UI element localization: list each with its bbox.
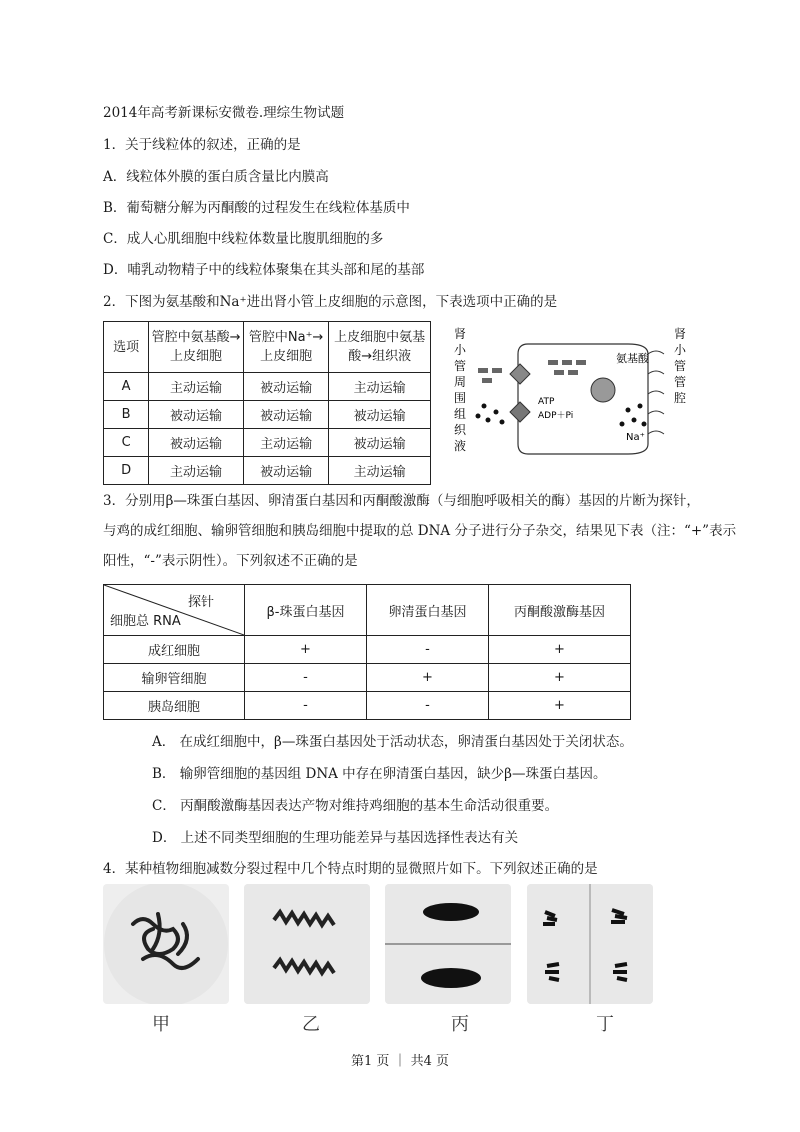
- vertical-label-char: 织: [454, 423, 467, 437]
- cell-microvilli: [648, 351, 664, 434]
- table-cell: +: [488, 636, 630, 664]
- adp-label: ADP＋Pi: [538, 411, 574, 421]
- table-cell: 成红细胞: [104, 636, 245, 664]
- table-cell: +: [488, 664, 630, 692]
- table-cell: B: [104, 401, 149, 429]
- table-cell: 被动运输: [329, 429, 431, 457]
- table-cell: D: [104, 457, 149, 485]
- table-cell: +: [366, 664, 488, 692]
- na-channel: [591, 378, 615, 402]
- table-cell: 主动运输: [329, 373, 431, 401]
- q3-option-d: D． 上述不同类型细胞的生理功能差异与基因选择性表达有关: [152, 830, 519, 846]
- table-cell: 被动运输: [329, 401, 431, 429]
- q2-header-na-in: 管腔中Na⁺→上皮细胞: [243, 322, 329, 373]
- table-cell: 胰岛细胞: [104, 692, 245, 720]
- table-row: [104, 636, 631, 664]
- q3-probe-header: 卵清蛋白基因: [366, 585, 488, 636]
- table-cell: +: [245, 636, 367, 664]
- micrograph-jia: [103, 884, 229, 1004]
- micrograph-row: [103, 884, 653, 1004]
- page-title: 2014年高考新课标安微卷.理综生物试题: [103, 105, 345, 121]
- vertical-label-char: 肾: [454, 327, 467, 341]
- table-cell: 被动运输: [243, 457, 329, 485]
- amino-acid-markers: [478, 360, 586, 383]
- vertical-label-char: 液: [454, 439, 467, 453]
- q2-header-amino-out: 上皮细胞中氨基酸→组织液: [329, 322, 431, 373]
- q3-option-c: C． 丙酮酸激酶基因表达产物对维持鸡细胞的基本生命活动很重要。: [152, 798, 559, 814]
- q3-option-b: B． 输卵管细胞的基因组 DNA 中存在卵清蛋白基因，缺少β—珠蛋白基因。: [152, 766, 607, 782]
- vertical-label-char: 管: [674, 375, 687, 389]
- right-vertical-label: [674, 326, 687, 405]
- table-row: [104, 429, 431, 457]
- table-cell: 被动运输: [243, 401, 329, 429]
- table-cell: 主动运输: [329, 457, 431, 485]
- q3-probe-header: β-珠蛋白基因: [245, 585, 367, 636]
- kidney-cell-diagram: [448, 324, 698, 464]
- micrograph-ding: [527, 884, 653, 1004]
- q3-stem-line2: 与鸡的成红细胞、输卵管细胞和胰岛细胞中提取的总 DNA 分子进行分子杂交，结果见下表（注：“+”表示: [103, 523, 737, 539]
- left-vertical-label-chars: [454, 326, 467, 453]
- micrograph-bing: [385, 884, 511, 1004]
- carrier-protein-bottom: [510, 402, 530, 422]
- amino-acid-label: 氨基酸: [616, 352, 649, 365]
- table-cell: 被动运输: [243, 373, 329, 401]
- table-cell: C: [104, 429, 149, 457]
- table-cell: 被动运输: [149, 401, 244, 429]
- q2-header-amino-in: 管腔中氨基酸→上皮细胞: [149, 322, 244, 373]
- micrograph-label-yi: 乙: [302, 1014, 320, 1035]
- table-row: [104, 373, 431, 401]
- q3-stem-line3: 阳性，“-”表示阴性）。下列叙述不正确的是: [103, 553, 358, 569]
- q3-stem-line1: 3．分别用β—珠蛋白基因、卵清蛋白基因和丙酮酸激酶（与细胞呼吸相关的酶）基因的片断为探针，: [103, 493, 700, 509]
- vertical-label-char: 管: [674, 359, 687, 373]
- q1-option-c: C．成人心肌细胞中线粒体数量比腹肌细胞的多: [103, 231, 384, 247]
- table-cell: -: [245, 692, 367, 720]
- q2-header-option: 选项: [104, 322, 149, 373]
- vertical-label-char: 组: [454, 407, 467, 421]
- q1-option-b: B．葡萄糖分解为丙酮酸的过程发生在线粒体基质中: [103, 200, 410, 216]
- table-cell: 输卵管细胞: [104, 664, 245, 692]
- q3-probe-header: 丙酮酸激酶基因: [488, 585, 630, 636]
- vertical-label-char: 小: [674, 343, 687, 357]
- q2-stem: 2．下图为氨基酸和Na⁺进出肾小管上皮细胞的示意图，下表选项中正确的是: [103, 294, 558, 310]
- micrograph-label-jia: 甲: [152, 1014, 170, 1035]
- corner-top-label: 探针: [187, 595, 214, 610]
- q3-option-a: A． 在成红细胞中，β—珠蛋白基因处于活动状态，卵清蛋白基因处于关闭状态。: [152, 734, 633, 750]
- micrograph-yi: [244, 884, 370, 1004]
- micrograph-label-ding: 丁: [596, 1014, 614, 1035]
- q4-stem: 4．某种植物细胞减数分裂过程中几个特点时期的显微照片如下。下列叙述正确的是: [103, 861, 598, 877]
- q1-option-a: A．线粒体外膜的蛋白质含量比内膜高: [103, 169, 329, 185]
- q2-table: [103, 321, 431, 485]
- q3-corner-cell: [104, 585, 245, 636]
- atp-label: ATP: [538, 397, 555, 407]
- q1-stem: 1．关于线粒体的叙述，正确的是: [103, 137, 301, 153]
- vertical-label-char: 周: [454, 375, 467, 389]
- table-cell: A: [104, 373, 149, 401]
- q3-table: [103, 584, 631, 720]
- q1-option-d: D．哺乳动物精子中的线粒体聚集在其头部和尾的基部: [103, 262, 425, 278]
- table-cell: 主动运输: [243, 429, 329, 457]
- table-cell: +: [488, 692, 630, 720]
- vertical-label-char: 小: [454, 343, 467, 357]
- vertical-label-char: 腔: [674, 391, 687, 405]
- vertical-label-char: 围: [454, 391, 467, 405]
- table-row: [104, 457, 431, 485]
- table-row: [104, 401, 431, 429]
- table-cell: -: [366, 636, 488, 664]
- table-cell: -: [245, 664, 367, 692]
- table-row: [104, 692, 631, 720]
- vertical-label-char: 肾: [674, 327, 687, 341]
- page-footer: 第1 页 ｜ 共4 页: [350, 1054, 450, 1069]
- table-cell: 主动运输: [149, 373, 244, 401]
- table-cell: -: [366, 692, 488, 720]
- micrograph-label-bing: 丙: [451, 1014, 469, 1035]
- corner-bottom-label: 细胞总 RNA: [110, 614, 181, 629]
- table-row: [104, 664, 631, 692]
- carrier-protein-top: [510, 364, 530, 384]
- na-label: Na⁺: [626, 432, 645, 443]
- vertical-label-char: 管: [454, 359, 467, 373]
- table-cell: 主动运输: [149, 457, 244, 485]
- table-cell: 被动运输: [149, 429, 244, 457]
